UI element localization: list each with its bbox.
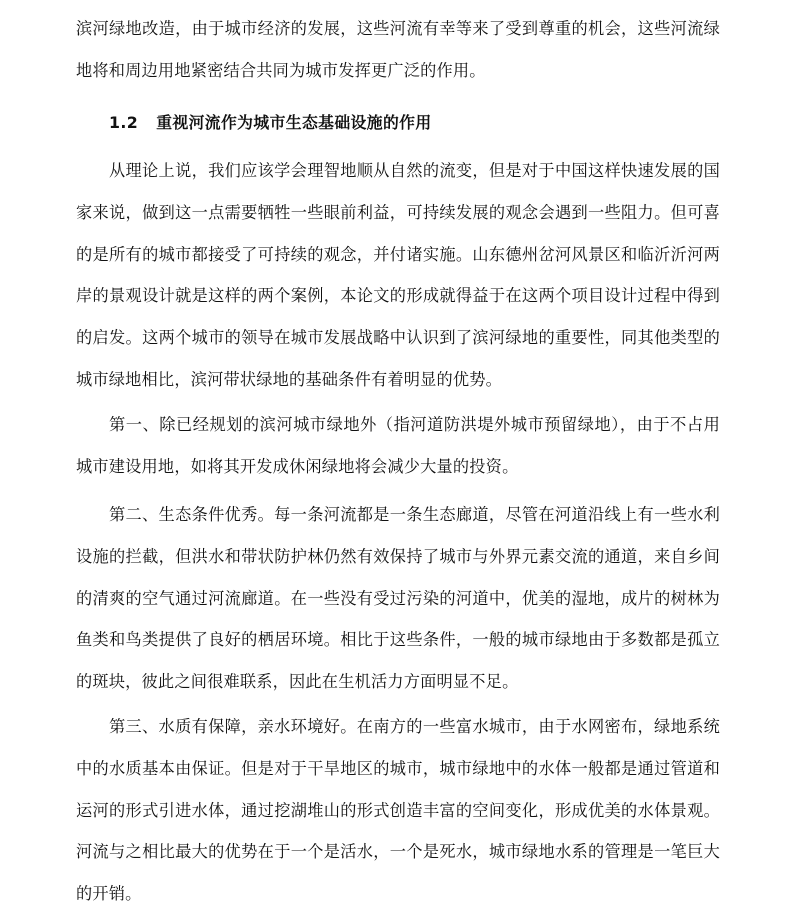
paragraph-first-advantage: 第一、除已经规划的滨河城市绿地外（指河道防洪堤外城市预留绿地），由于不占用城市建设用地，如将其开发成休闲绿地将会减少大量的投资。 [76, 415, 720, 476]
section-number: 1.2 [109, 113, 139, 132]
paragraph-second-advantage: 第二、生态条件优秀。每一条河流都是一条生态廊道，尽管在河道沿线上有一些水利设施的拦截，但洪水和带状防护林仍然有效保持了城市与外界元素交流的通道，来自乡间的清爽的空气通过河流廊道。在一些没有受过污染的河道中，优美的湿地，成片的树林为鱼类和鸟类提供了良好的栖居环境。相比于这些条件，一般的城市绿地由于多数都是孤立的斑块，彼此之间很难联系，因此在生机活力方面明显不足。 [76, 505, 720, 692]
section-heading [109, 113, 432, 133]
paragraph-continuation: 滨河绿地改造，由于城市经济的发展，这些河流有幸等来了受到尊重的机会，这些河流绿地将和周边用地紧密结合共同为城市发挥更广泛的作用。 [76, 19, 720, 80]
section-title: 重视河流作为城市生态基础设施的作用 [156, 113, 432, 132]
paragraph-third-advantage: 第三、水质有保障，亲水环境好。在南方的一些富水城市，由于水网密布，绿地系统中的水质基本由保证。但是对于干旱地区的城市，城市绿地中的水体一般都是通过管道和运河的形式引进水体，通过挖湖堆山的形式创造丰富的空间变化，形成优美的水体景观。河流与之相比最大的优势在于一个是活水，一个是死水，城市绿地水系的管理是一笔巨大的开销。 [76, 717, 720, 904]
paragraph-theory: 从理论上说，我们应该学会理智地顺从自然的流变，但是对于中国这样快速发展的国家来说，做到这一点需要牺牲一些眼前利益，可持续发展的观念会遇到一些阻力。但可喜的是所有的城市都接受了可持续的观念，并付诸实施。山东德州岔河风景区和临沂沂河两岸的景观设计就是这样的两个案例，本论文的形成就得益于在这两个项目设计过程中得到的启发。这两个城市的领导在城市发展战略中认识到了滨河绿地的重要性，同其他类型的城市绿地相比，滨河带状绿地的基础条件有着明显的优势。 [76, 161, 720, 389]
